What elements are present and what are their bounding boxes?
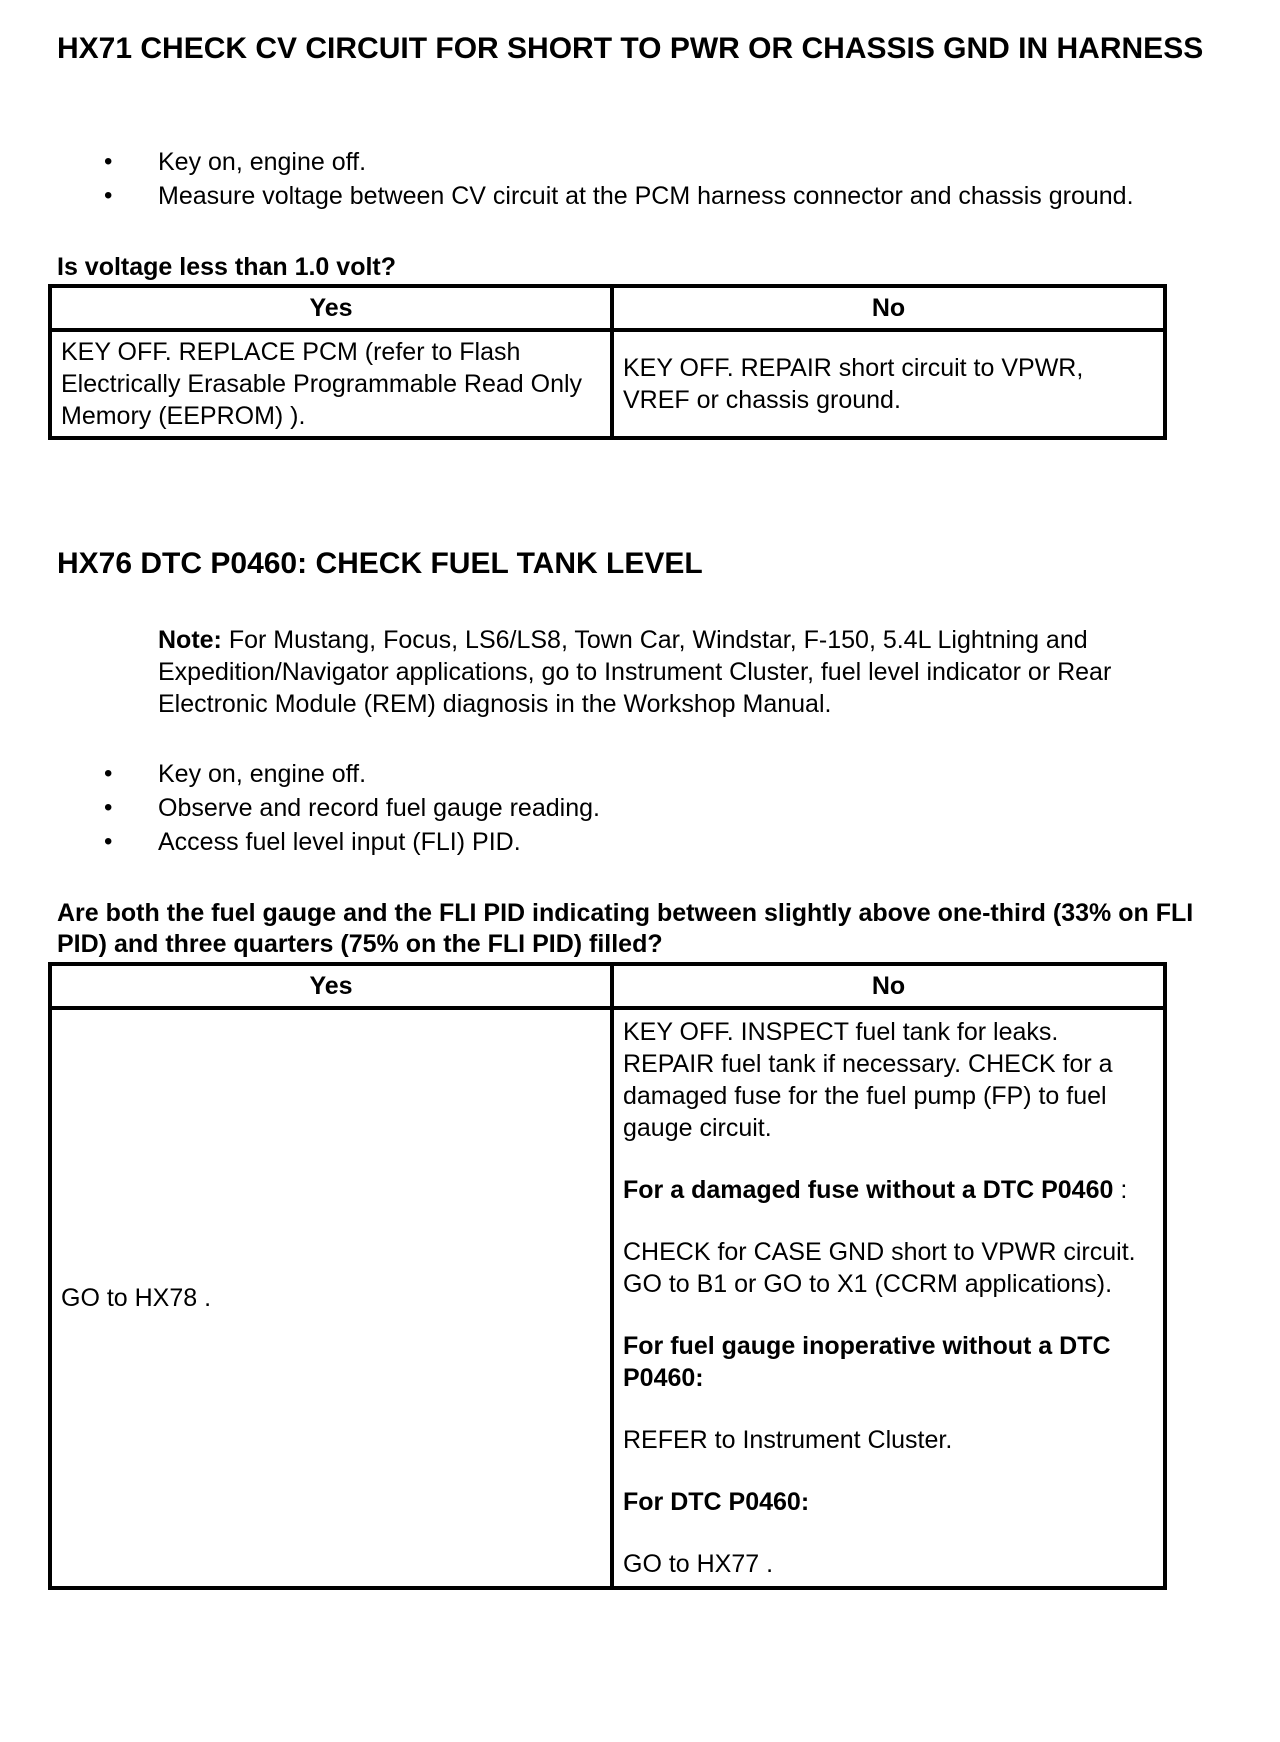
- section-heading-hx76: HX76 DTC P0460: CHECK FUEL TANK LEVEL: [57, 547, 703, 580]
- no-column-header: No: [612, 964, 1165, 1008]
- table-row: [50, 1008, 1165, 1588]
- list-item: • Observe and record fuel gauge reading.: [100, 791, 1260, 825]
- no-intro-text: KEY OFF. INSPECT fuel tank for leaks. REPAIR fuel tank if necessary. CHECK for a damaged fuse for the fuel pump (FP) to fuel gauge circuit.: [623, 1018, 1113, 1142]
- note-text: For Mustang, Focus, LS6/LS8, Town Car, Windstar, F-150, 5.4L Lightning and Expedition/Navigator applications, go to Instrument Cluster, fuel level indicator or Rear Electronic Module (REM) diagnosis in the Workshop Manual.: [158, 626, 1112, 718]
- note-label: Note:: [158, 626, 222, 654]
- no-cell: [612, 1008, 1165, 1588]
- table-header-row: [50, 286, 1165, 330]
- decision-table-hx71: [48, 284, 1167, 440]
- step-list-hx76: [100, 757, 1260, 859]
- list-item: • Key on, engine off.: [100, 757, 1260, 791]
- case-heading: For fuel gauge inoperative without a DTC P0460:: [623, 1332, 1111, 1392]
- section-heading-hx71: HX71 CHECK CV CIRCUIT FOR SHORT TO PWR OR CHASSIS GND IN HARNESS: [57, 32, 1204, 65]
- yes-column-header: Yes: [50, 286, 612, 330]
- note-paragraph: [158, 624, 1218, 720]
- case-text: CHECK for CASE GND short to VPWR circuit. GO to B1 or GO to X1 (CCRM applications).: [623, 1238, 1136, 1298]
- question-hx76: Are both the fuel gauge and the FLI PID indicating between slightly above one-third (33% on FLI PID) and three quarters (75% on the FLI PID) filled?: [57, 899, 1194, 958]
- list-item: • Key on, engine off.: [100, 145, 1260, 179]
- no-cell: KEY OFF. REPAIR short circuit to VPWR, VREF or chassis ground.: [612, 330, 1165, 438]
- yes-column-header: Yes: [50, 964, 612, 1008]
- no-column-header: No: [612, 286, 1165, 330]
- case-text: GO to HX77 .: [623, 1550, 774, 1578]
- case-heading: For a damaged fuse without a DTC P0460 :: [623, 1176, 1128, 1204]
- yes-cell: KEY OFF. REPLACE PCM (refer to Flash Electrically Erasable Programmable Read Only Memory (EEPROM) ).: [50, 330, 612, 438]
- yes-cell: GO to HX78 .: [50, 1008, 612, 1588]
- list-item: • Measure voltage between CV circuit at the PCM harness connector and chassis ground.: [100, 179, 1260, 213]
- decision-table-hx76: [48, 962, 1167, 1590]
- case-text: REFER to Instrument Cluster.: [623, 1426, 953, 1454]
- list-item: • Access fuel level input (FLI) PID.: [100, 825, 1260, 859]
- step-list-hx71: [100, 145, 1260, 213]
- table-row: [50, 330, 1165, 438]
- table-header-row: [50, 964, 1165, 1008]
- case-heading: For DTC P0460:: [623, 1488, 810, 1516]
- question-hx71: Is voltage less than 1.0 volt?: [57, 253, 397, 281]
